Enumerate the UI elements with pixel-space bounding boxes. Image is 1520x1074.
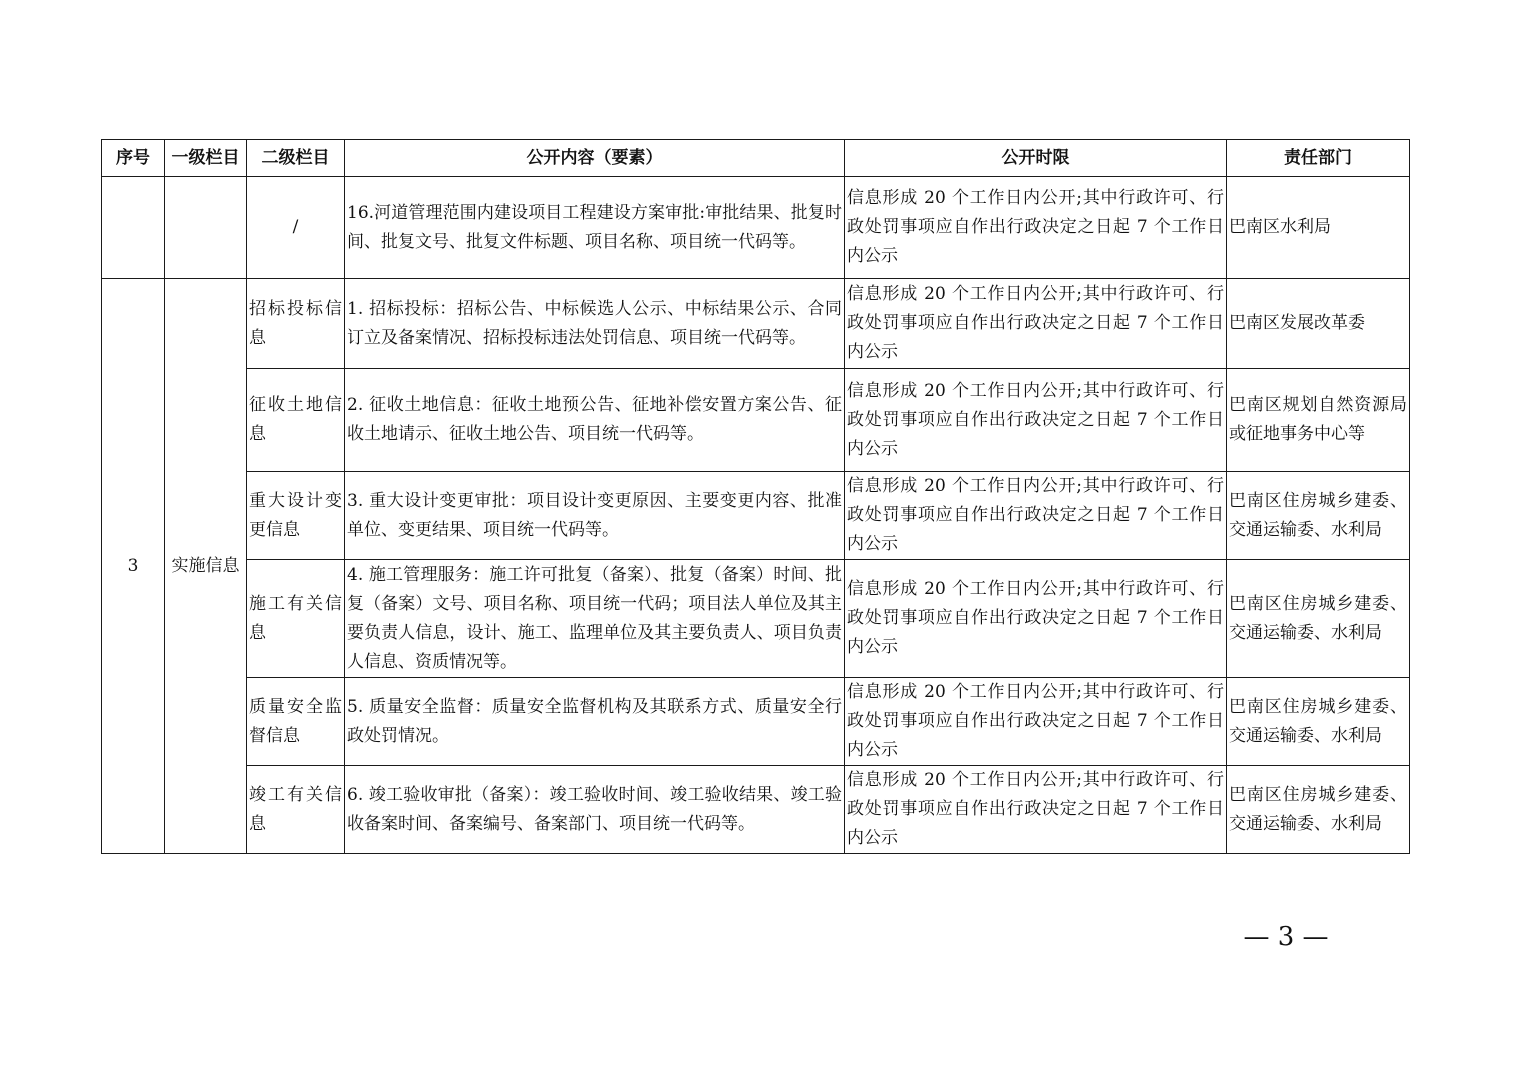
table-header-row bbox=[102, 140, 1410, 177]
table-row bbox=[102, 369, 1410, 472]
cell-content: 2. 征收土地信息：征收土地预公告、征地补偿安置方案公告、征收土地请示、征收土地公告、项目统一代码等。 bbox=[345, 369, 845, 472]
cell-content: 4. 施工管理服务：施工许可批复（备案）、批复（备案）时间、批复（备案）文号、项目名称、项目统一代码；项目法人单位及其主要负责人信息，设计、施工、监理单位及其主要负责人、项目负责人信息、资质情况等。 bbox=[345, 560, 845, 678]
cell-content: 6. 竣工验收审批（备案）：竣工验收时间、竣工验收结果、竣工验收备案时间、备案编号、备案部门、项目统一代码等。 bbox=[345, 766, 845, 854]
cell-time-limit: 信息形成 20 个工作日内公开;其中行政许可、行政处罚事项应自作出行政决定之日起 7 个工作日内公示 bbox=[845, 279, 1227, 369]
cell-serial-no: 3 bbox=[102, 279, 165, 854]
cell-department: 巴南区住房城乡建委、交通运输委、水利局 bbox=[1227, 560, 1410, 678]
cell-time-limit: 信息形成 20 个工作日内公开;其中行政许可、行政处罚事项应自作出行政决定之日起 7 个工作日内公示 bbox=[845, 766, 1227, 854]
cell-level2: 质量安全监督信息 bbox=[247, 678, 345, 766]
page-number: — 3 — bbox=[1243, 922, 1329, 952]
cell-time-limit: 信息形成 20 个工作日内公开;其中行政许可、行政处罚事项应自作出行政决定之日起 7 个工作日内公示 bbox=[845, 678, 1227, 766]
cell-level2: 施工有关信息 bbox=[247, 560, 345, 678]
header-department: 责任部门 bbox=[1227, 140, 1410, 177]
header-serial-no: 序号 bbox=[102, 140, 165, 177]
cell-department: 巴南区住房城乡建委、交通运输委、水利局 bbox=[1227, 678, 1410, 766]
cell-level2: 重大设计变更信息 bbox=[247, 472, 345, 560]
header-time-limit: 公开时限 bbox=[845, 140, 1227, 177]
header-level2-column: 二级栏目 bbox=[247, 140, 345, 177]
cell-level2: 征收土地信息 bbox=[247, 369, 345, 472]
table-row bbox=[102, 678, 1410, 766]
table-row bbox=[102, 279, 1410, 369]
cell-time-limit: 信息形成 20 个工作日内公开;其中行政许可、行政处罚事项应自作出行政决定之日起 7 个工作日内公示 bbox=[845, 560, 1227, 678]
cell-content: 16.河道管理范围内建设项目工程建设方案审批:审批结果、批复时间、批复文号、批复文件标题、项目名称、项目统一代码等。 bbox=[345, 177, 845, 279]
table-row bbox=[102, 472, 1410, 560]
cell-content: 1. 招标投标：招标公告、中标候选人公示、中标结果公示、合同订立及备案情况、招标投标违法处罚信息、项目统一代码等。 bbox=[345, 279, 845, 369]
cell-department: 巴南区水利局 bbox=[1227, 177, 1410, 279]
cell-time-limit: 信息形成 20 个工作日内公开;其中行政许可、行政处罚事项应自作出行政决定之日起 7 个工作日内公示 bbox=[845, 369, 1227, 472]
cell-serial-no bbox=[102, 177, 165, 279]
cell-time-limit: 信息形成 20 个工作日内公开;其中行政许可、行政处罚事项应自作出行政决定之日起 7 个工作日内公示 bbox=[845, 177, 1227, 279]
cell-level2: / bbox=[247, 177, 345, 279]
disclosure-table bbox=[101, 139, 1410, 854]
cell-level2: 竣工有关信息 bbox=[247, 766, 345, 854]
header-content: 公开内容（要素） bbox=[345, 140, 845, 177]
cell-department: 巴南区发展改革委 bbox=[1227, 279, 1410, 369]
cell-level2: 招标投标信息 bbox=[247, 279, 345, 369]
table-row bbox=[102, 560, 1410, 678]
cell-content: 3. 重大设计变更审批：项目设计变更原因、主要变更内容、批准单位、变更结果、项目统一代码等。 bbox=[345, 472, 845, 560]
header-level1-column: 一级栏目 bbox=[165, 140, 247, 177]
table-row bbox=[102, 177, 1410, 279]
cell-level1 bbox=[165, 177, 247, 279]
cell-level1: 实施信息 bbox=[165, 279, 247, 854]
cell-department: 巴南区住房城乡建委、交通运输委、水利局 bbox=[1227, 766, 1410, 854]
cell-department: 巴南区住房城乡建委、交通运输委、水利局 bbox=[1227, 472, 1410, 560]
cell-time-limit: 信息形成 20 个工作日内公开;其中行政许可、行政处罚事项应自作出行政决定之日起 7 个工作日内公示 bbox=[845, 472, 1227, 560]
table-row bbox=[102, 766, 1410, 854]
cell-content: 5. 质量安全监督：质量安全监督机构及其联系方式、质量安全行政处罚情况。 bbox=[345, 678, 845, 766]
cell-department: 巴南区规划自然资源局或征地事务中心等 bbox=[1227, 369, 1410, 472]
